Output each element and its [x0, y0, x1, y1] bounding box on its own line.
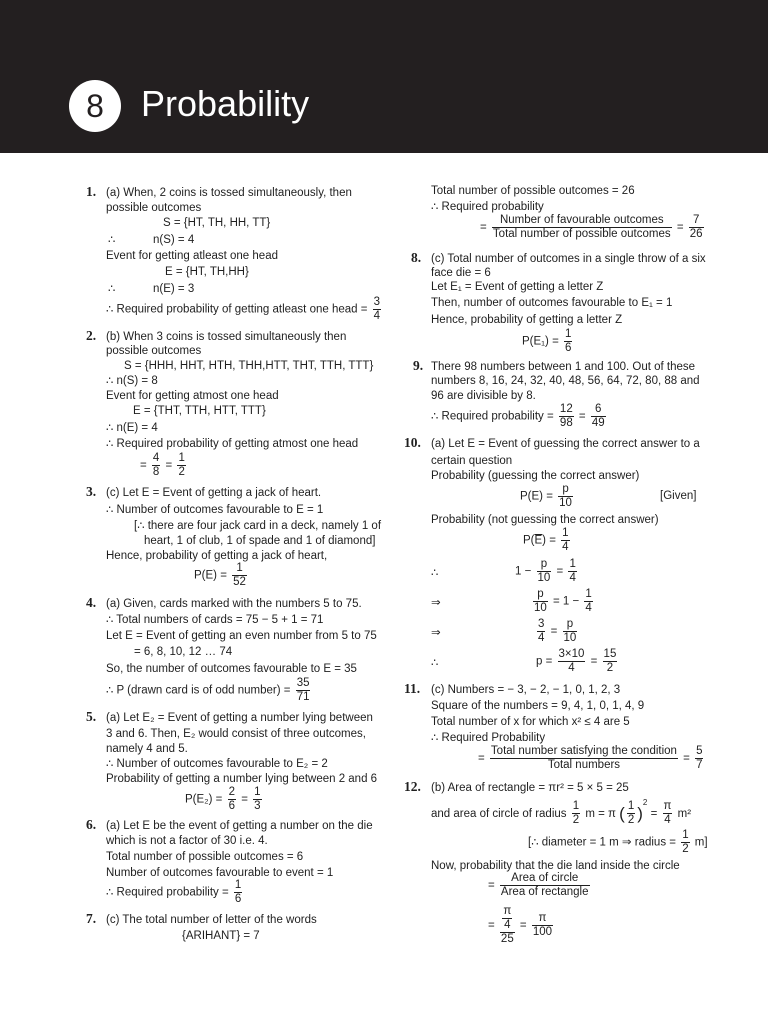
q8-line5: Hence, probability of getting a letter Z [431, 314, 623, 326]
q12-c-num: 1 [572, 800, 580, 813]
q1-line2: possible outcomes [106, 202, 202, 214]
q2-eq: = [140, 459, 147, 472]
q10-s2-row [531, 588, 595, 615]
q12-f-num: Area of circle [500, 872, 590, 886]
q10-s2-den2: 4 [585, 602, 592, 614]
q5-fraction-2 [253, 786, 261, 813]
q11-eq2: = [683, 752, 690, 765]
q10-s1-num2: 1 [569, 558, 576, 570]
q2-f1-den: 8 [152, 466, 160, 478]
q11-big-fraction [490, 745, 678, 772]
q12-pi-bot: 4 [504, 919, 511, 931]
q10-pe-num: p [558, 483, 573, 497]
q2-line1: (b) When 3 coins is tossed simultaneously then [106, 331, 347, 343]
q8-answer-row [522, 328, 574, 355]
q3-ans-den: 52 [233, 576, 246, 588]
q12-diameter-row [528, 829, 708, 856]
q10-s3-eq: = [550, 625, 558, 638]
q10-pe-den: 10 [559, 497, 572, 509]
q10-s4-num2: 15 [603, 648, 617, 660]
q1-event-text: Event for getting atleast one head [106, 250, 278, 262]
q12-line1: (b) Area of rectangle = πr² = 5 × 5 = 25 [431, 782, 629, 794]
q3-line4: heart, 1 of club, 1 of spade and 1 of diamond] [144, 535, 376, 547]
q10-pe-fraction [558, 483, 573, 510]
q9-eq: = [578, 410, 586, 423]
q10-pebar-fraction [561, 527, 569, 554]
q12-den-25: 25 [500, 933, 514, 945]
q10-s1-num: p [537, 558, 552, 572]
q12-dia-pre: [∴ diameter = 1 m ⇒ radius = [528, 836, 676, 849]
q6-answer-fraction [234, 879, 242, 906]
q7-f-num: Number of favourable outcomes [492, 214, 672, 228]
q5-line2: 3 and 6. Then, E₂ would consist of three outcomes, [106, 728, 366, 740]
q5-fraction-1 [228, 786, 236, 813]
q9-line2: numbers 8, 16, 24, 32, 40, 48, 56, 64, 72, 80, 88 and [431, 375, 700, 387]
q1-number: 1. [86, 184, 97, 199]
q10-s4-symbol: ∴ [431, 657, 439, 669]
q7-line2: {ARIHANT} = 7 [182, 930, 260, 942]
q4-line5: So, the number of outcomes favourable to E = 35 [106, 663, 357, 675]
q10-s2-num2: 1 [585, 588, 592, 600]
q5-number: 5. [86, 709, 97, 724]
q2-event-text: Event for getting atmost one head [106, 390, 279, 402]
q2-ne: ∴ n(E) = 4 [106, 422, 158, 434]
q3-line3: [∴ there are four jack card in a deck, namely 1 of [134, 520, 382, 532]
q10-s4-fraction-1 [558, 648, 586, 675]
q10-s4-row [536, 648, 619, 675]
q12-c-unit: m² [677, 808, 692, 820]
q10-s4-lhs: p = [536, 655, 553, 668]
q12-dia-fraction [681, 829, 689, 856]
q10-pebar-p: P( [523, 534, 535, 547]
q1-event-set: E = {HT, TH,HH} [165, 266, 249, 278]
q4-ans-den: 71 [296, 691, 310, 703]
q4-answer-fraction [296, 677, 311, 704]
q9-line1: There 98 numbers between 1 and 100. Out of these [431, 361, 696, 373]
q12-nested-top [500, 905, 515, 933]
q1-answer-fraction [373, 296, 381, 323]
q10-s2-den: 10 [534, 602, 547, 614]
q10-s4-den: 4 [568, 662, 575, 674]
q3-lhs: P(E) = [194, 569, 227, 582]
q5-f2-num: 1 [254, 786, 261, 798]
q12-nested-fraction [500, 905, 515, 946]
q9-lhs: ∴ Required probability = [431, 410, 554, 423]
q2-eq2: = [165, 459, 173, 472]
q10-number: 10. [404, 435, 421, 450]
q10-s3-num2: p [563, 618, 578, 632]
q9-f1-num: 12 [559, 403, 573, 415]
q11-line2: Square of the numbers = 9, 4, 1, 0, 1, 4, 9 [431, 700, 645, 712]
q12-dia-num: 1 [682, 829, 689, 841]
q10-pebar-rhs: ) = [542, 534, 556, 547]
q7-line3: Total number of possible outcomes = 26 [431, 185, 635, 197]
q12-dia-post: m] [694, 836, 708, 849]
q12-c-m: m = π [585, 808, 616, 820]
q10-s1-lhs: 1 − [515, 565, 532, 578]
q10-line1: (a) Let E = Event of guessing the correct answer to a [431, 438, 700, 450]
q1-therefore-2: ∴ [108, 283, 116, 295]
q10-s1-fraction-2 [568, 558, 576, 585]
q12-rparen: ) [637, 803, 643, 823]
q10-s1-fraction-1 [537, 558, 552, 585]
q4-ans-num: 35 [296, 677, 310, 689]
q10-s3-den: 4 [538, 632, 545, 644]
q10-pe-lhs: P(E) = [520, 490, 553, 503]
q5-f1-den: 6 [228, 800, 235, 812]
chapter-number-badge: 8 [69, 80, 121, 132]
q10-s1-row [515, 558, 579, 585]
q3-answer-row [194, 562, 249, 589]
q10-line4: Probability (not guessing the correct answer) [431, 514, 659, 526]
q10-line2: certain question [431, 455, 513, 467]
q2-line2: possible outcomes [106, 345, 202, 357]
q7-answer-row [480, 214, 706, 241]
q7-ans-num: 7 [689, 214, 704, 228]
q11-ans-den: 7 [696, 759, 703, 771]
q10-s2-symbol: ⇒ [431, 597, 441, 609]
q6-line4: Number of outcomes favourable to event = 1 [106, 867, 334, 879]
q3-line1: (c) Let E = Event of getting a jack of heart. [106, 487, 322, 499]
q10-s3-symbol: ⇒ [431, 627, 441, 639]
q2-sample-space: S = {HHH, HHT, HTH, THH,HTT, THT, TTH, TTT} [124, 360, 374, 372]
q10-pebar-den: 4 [562, 541, 569, 553]
q4-number: 4. [86, 595, 97, 610]
q7-eq: = [480, 221, 487, 234]
q12-eq: = [488, 879, 495, 892]
q6-number: 6. [86, 817, 97, 832]
q12-ans-num: π [532, 912, 553, 926]
q10-pebar-row [523, 527, 572, 554]
q12-circle-pre: and area of circle of radius [431, 808, 567, 820]
q5-answer-row [185, 786, 264, 813]
q8-line3: Let E₁ = Event of getting a letter Z [431, 281, 604, 293]
q2-f2-den: 2 [178, 466, 185, 478]
q1-required-text: ∴ Required probability of getting atleast one head = [106, 303, 368, 316]
q5-line1: (a) Let E₂ = Event of getting a number lying between [106, 712, 373, 724]
q9-answer-row [431, 403, 608, 430]
q11-ans-num: 5 [696, 745, 703, 757]
q4-line1: (a) Given, cards marked with the numbers 5 to 75. [106, 598, 362, 610]
q11-eq: = [478, 752, 485, 765]
q12-eq2: = [488, 919, 495, 932]
q12-final-row [488, 905, 555, 946]
q12-ans-den: 100 [532, 926, 553, 938]
q7-line1: (c) The total number of letter of the words [106, 914, 317, 926]
q7-number: 7. [86, 911, 97, 926]
q9-fraction-1 [559, 403, 574, 430]
q3-line5: Hence, probability of getting a jack of heart, [106, 550, 328, 562]
q5-line5: Probability of getting a number lying between 2 and 6 [106, 773, 378, 785]
q12-f-den: Area of rectangle [500, 886, 589, 898]
q11-f-den: Total numbers [547, 759, 621, 771]
q12-area-fraction [500, 872, 590, 899]
q9-fraction-2 [591, 403, 606, 430]
q6-ans-den: 6 [234, 893, 242, 905]
q2-f2-num: 1 [178, 452, 185, 464]
q4-line3: Let E = Event of getting an even number from 5 to 75 [106, 630, 377, 642]
q7-line4: ∴ Required probability [431, 201, 544, 213]
q4-answer-row [106, 677, 312, 704]
q12-c-fraction-1 [572, 800, 580, 827]
q5-f1-num: 2 [228, 786, 235, 798]
q12-circle-row [431, 796, 691, 827]
q12-c-den2: 2 [627, 814, 635, 827]
q10-s3-num: 3 [538, 618, 545, 630]
q5-line3: namely 4 and 5. [106, 743, 188, 755]
q12-pi-over-4 [502, 905, 512, 932]
q6-line2: which is not a factor of 30 i.e. 4. [106, 835, 268, 847]
q9-number: 9. [413, 358, 424, 373]
q12-c-den3: 4 [664, 814, 671, 827]
q7-f-den: Total number of possible outcomes [492, 228, 671, 240]
q12-line3: Now, probability that the die land inside the circle [431, 860, 680, 872]
q10-s4-den2: 2 [606, 662, 614, 674]
q10-s2-num: p [533, 588, 548, 602]
q8-line1: (c) Total number of outcomes in a single throw of a six [431, 253, 706, 265]
q1-therefore: ∴ [108, 234, 116, 246]
q1-ans-num: 3 [373, 296, 381, 308]
q1-line1: (a) When, 2 coins is tossed simultaneously, then [106, 187, 352, 199]
q8-line4: Then, number of outcomes favourable to E₁ = 1 [431, 297, 673, 309]
q10-s1-symbol: ∴ [431, 567, 439, 579]
q8-ans-den: 6 [565, 342, 572, 354]
q7-answer-fraction [689, 214, 704, 241]
q5-f2-den: 3 [254, 800, 261, 812]
q12-c-fraction-2 [627, 800, 635, 827]
q10-s4-fraction-2 [603, 648, 618, 675]
q12-square: 2 [642, 798, 648, 807]
q6-lhs: ∴ Required probability = [106, 886, 229, 899]
q10-s3-row [535, 618, 579, 645]
q2-number: 2. [86, 328, 97, 343]
q10-s1-den2: 4 [569, 572, 576, 584]
q10-s4-eq: = [590, 655, 598, 668]
q6-ans-num: 1 [234, 879, 242, 891]
q10-s1-den: 10 [537, 572, 551, 584]
q12-eq3: = [519, 919, 527, 932]
q11-answer-fraction [695, 745, 703, 772]
q10-s1-eq: = [556, 565, 564, 578]
q6-answer-row [106, 879, 244, 906]
q11-line4: ∴ Required Probability [431, 732, 546, 744]
q9-line3: 96 are divisible by 8. [431, 390, 536, 402]
q10-pebar-e: $\overline{E}$ [534, 534, 543, 547]
q1-sample-space: S = {HT, TH, HH, TT} [163, 217, 271, 229]
q12-c-num3: π [663, 800, 672, 813]
q9-f1-den: 98 [559, 417, 573, 429]
q10-given: [Given] [660, 490, 697, 502]
q12-c-den: 2 [572, 814, 580, 827]
q12-dia-den: 2 [682, 843, 689, 855]
q1-ns: n(S) = 4 [153, 234, 195, 246]
q3-answer-fraction [232, 562, 247, 589]
q2-answer-row [140, 452, 188, 479]
q9-f2-den: 49 [591, 417, 605, 429]
q10-s2-fraction-2 [584, 588, 592, 615]
q6-line1: (a) Let E be the event of getting a number on the die [106, 820, 373, 832]
q10-s3-den2: 10 [563, 632, 577, 644]
q12-pi-top: π [503, 905, 512, 917]
q2-f1-num: 4 [152, 452, 160, 464]
q10-s2-fraction-1 [533, 588, 548, 615]
q3-line2: ∴ Number of outcomes favourable to E = 1 [106, 504, 324, 516]
q4-line4: = 6, 8, 10, 12 … 74 [134, 646, 233, 658]
q11-number: 11. [404, 681, 421, 696]
chapter-header [0, 0, 768, 153]
q12-c-fraction-3 [663, 800, 673, 827]
q3-ans-num: 1 [232, 562, 247, 576]
q1-ans-den: 4 [373, 310, 381, 322]
q3-number: 3. [86, 484, 97, 499]
q2-event-set: E = {THT, TTH, HTT, TTT} [133, 405, 266, 417]
q5-line4: ∴ Number of outcomes favourable to E₂ = 2 [106, 758, 328, 770]
q2-ns: ∴ n(S) = 8 [106, 375, 158, 387]
q12-number: 12. [404, 779, 421, 794]
q2-fraction-2 [177, 452, 185, 479]
chapter-title: Probability [141, 83, 310, 124]
q11-f-num: Total number satisfying the condition [490, 745, 677, 757]
q1-ne: n(E) = 3 [153, 283, 195, 295]
q10-pebar-num: 1 [562, 527, 569, 539]
q7-eq2: = [676, 221, 684, 234]
q10-s3-fraction-2 [563, 618, 578, 645]
q2-required-text: ∴ Required probability of getting atmost one head [106, 438, 359, 450]
q10-s4-num: 3×10 [558, 648, 585, 660]
q10-line3: Probability (guessing the correct answer) [431, 470, 640, 482]
q11-answer-row [478, 745, 705, 772]
q4-line2: ∴ Total numbers of cards = 75 − 5 + 1 = 71 [106, 614, 324, 626]
q12-area-row [488, 872, 592, 899]
q11-line1: (c) Numbers = − 3, − 2, − 1, 0, 1, 2, 3 [431, 684, 621, 696]
q10-s3-fraction-1 [537, 618, 545, 645]
q8-ans-num: 1 [565, 328, 572, 340]
q8-lhs: P(E₁) = [522, 335, 559, 348]
q10-s2-eq: = 1 − [553, 595, 580, 608]
q8-answer-fraction [564, 328, 572, 355]
q12-c-eq: = [650, 808, 658, 820]
q8-number: 8. [411, 250, 422, 265]
q6-line3: Total number of possible outcomes = 6 [106, 851, 304, 863]
q5-eq: = [241, 793, 248, 806]
q10-pe-row [520, 483, 575, 510]
q2-fraction-1 [152, 452, 160, 479]
q12-answer-fraction [532, 912, 553, 939]
q12-c-num2: 1 [627, 800, 635, 813]
q9-f2-num: 6 [591, 403, 606, 417]
q1-required-row [106, 296, 383, 323]
q7-ans-den: 26 [689, 228, 703, 240]
q12-lparen: ( [619, 803, 625, 823]
q8-line2: face die = 6 [431, 267, 491, 279]
q4-lhs: ∴ P (drawn card is of odd number) = [106, 684, 291, 697]
q7-big-fraction [492, 214, 672, 241]
q11-line3: Total number of x for which x² ≤ 4 are 5 [431, 716, 630, 728]
q5-lhs: P(E₂) = [185, 793, 223, 806]
